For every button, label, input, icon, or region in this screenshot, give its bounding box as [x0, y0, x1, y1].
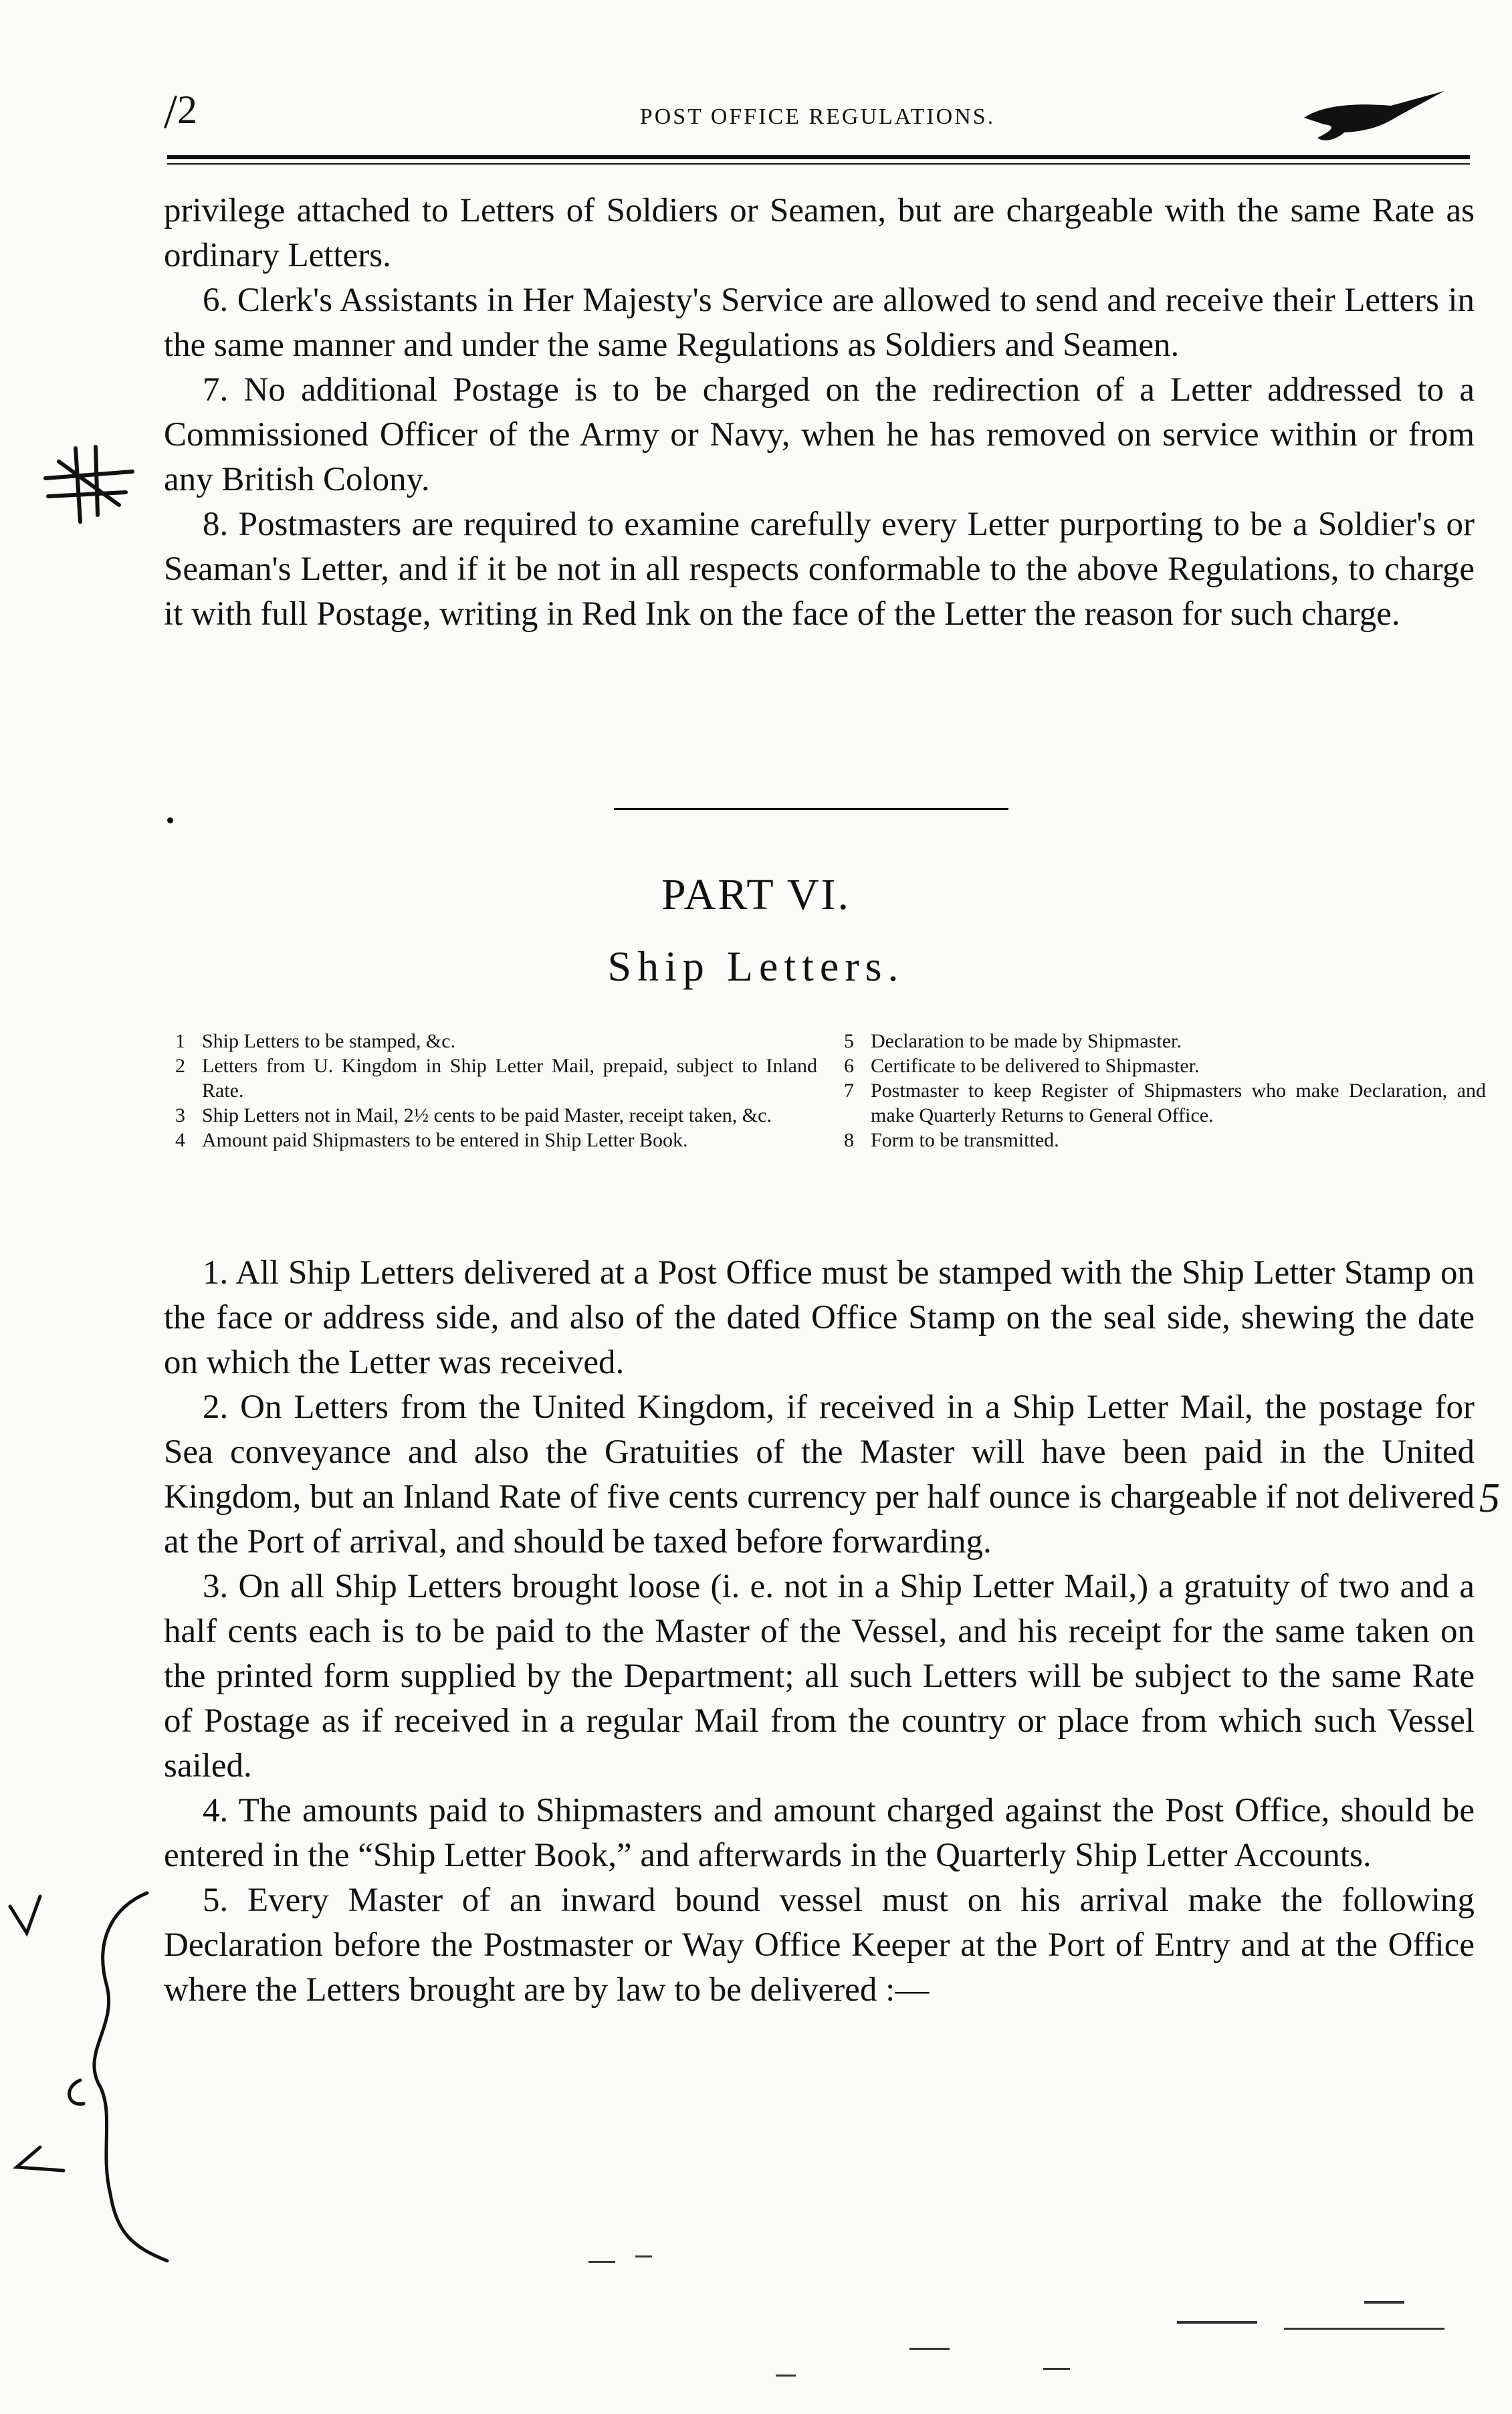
header-rule-thin — [167, 163, 1470, 165]
paragraph-7: 7. No additional Postage is to be charged on the redirection of a Letter addressed to a Commissioned Officer of the Army or Navy, when he has removed on service within or from any British Colony. — [164, 371, 1475, 498]
part-subheading: Ship Letters. — [607, 942, 905, 990]
contents-left-column — [175, 1029, 817, 1152]
section-paragraph-4: 4. The amounts paid to Shipmasters and amount charged against the Post Office, should be entered in the “Ship Letter Book,” and afterwards in the Quarterly Ship Letter Accounts. — [164, 1792, 1475, 1874]
section-paragraph-3: 3. On all Ship Letters brought loose (i. e. not in a Ship Letter Mail,) a gratuity of two and a half cents each is to be paid to the Master of the Vessel, and his receipt for the same taken on the printed form supplied by the Department; all such Letters will be subject to the same Rate of Postage as if received in a regular Mail from the country or place from which such Vessel sailed. — [164, 1568, 1475, 1785]
section-paragraph-1: 1. All Ship Letters delivered at a Post Office must be stamped with the Ship Letter Stamp on the face or address side, and also of the dated Office Stamp on the seal side, shewing the date on which the Letter was received. — [164, 1254, 1475, 1381]
contents-item: 4 Amount paid Shipmasters to be entered in Ship Letter Book. — [175, 1129, 688, 1151]
paragraph-continuation: privilege attached to Letters of Soldiers or Seamen, but are chargeable with the same Rate as ordinary Letters. — [164, 192, 1475, 274]
contents-item: 7 Postmaster to keep Register of Shipmasters who make Declaration, and make Quarterly Returns to General Office. — [844, 1080, 1486, 1126]
part-heading: PART VI. — [661, 870, 851, 919]
contents-item: 6 Certificate to be delivered to Shipmaster. — [844, 1055, 1200, 1077]
margin-bracket-mark — [0, 1886, 174, 2288]
section-paragraph-5: 5. Every Master of an inward bound vessel must on his arrival make the following Declaration before the Postmaster or Way Office Keeper at the Port of Entry and at the Office where the Letters brought are by law to be delivered :— — [164, 1882, 1475, 2009]
section-divider — [614, 808, 1008, 810]
contents-item: 1 Ship Letters to be stamped, &c. — [175, 1030, 456, 1052]
running-title: POST OFFICE REGULATIONS. — [639, 104, 996, 129]
paper-speckle-marks — [575, 2221, 1485, 2395]
paragraph-8: 8. Postmasters are required to examine carefully every Letter purporting to be a Soldier's or Seaman's Letter, and if it be not in all respects conformable to the above Regulations, to charge it with full Postage, writing in Red Ink on the face of the Letter the reason for such charge. — [164, 506, 1475, 633]
contents-right-column — [844, 1029, 1486, 1152]
header-slash: / — [164, 85, 178, 138]
paragraph-6: 6. Clerk's Assistants in Her Majesty's Service are allowed to send and receive their Letters in the same manner and under the same Regulations as Soldiers and Seamen. — [164, 282, 1475, 364]
contents-item: 5 Declaration to be made by Shipmaster. — [844, 1030, 1182, 1052]
header-rule-thick — [167, 155, 1470, 159]
page-header — [164, 87, 1471, 140]
section-text-block — [164, 1251, 1475, 2013]
contents-item: 3 Ship Letters not in Mail, 2½ cents to be paid Master, receipt taken, &c. — [175, 1104, 772, 1126]
top-text-block — [164, 189, 1475, 637]
margin-numeral-5: 5 — [1479, 1476, 1500, 1521]
hash-margin-mark — [39, 441, 139, 528]
ink-blot-mark — [1297, 91, 1451, 144]
section-paragraph-2: 2. On Letters from the United Kingdom, if received in a Ship Letter Mail, the postage for Sea conveyance and also the Gratuities of the Master will have been paid in the United Kingdom, but an Inland Rate of five cents currency per half ounce is chargeable if not delivered at the Port of arrival, and should be taxed before forwarding. — [164, 1389, 1475, 1561]
page-number: 2 — [177, 88, 197, 132]
contents-item: 2 Letters from U. Kingdom in Ship Letter Mail, prepaid, subject to Inland Rate. — [175, 1055, 817, 1102]
stray-dot — [167, 817, 173, 823]
contents-item: 8 Form to be transmitted. — [844, 1129, 1059, 1151]
